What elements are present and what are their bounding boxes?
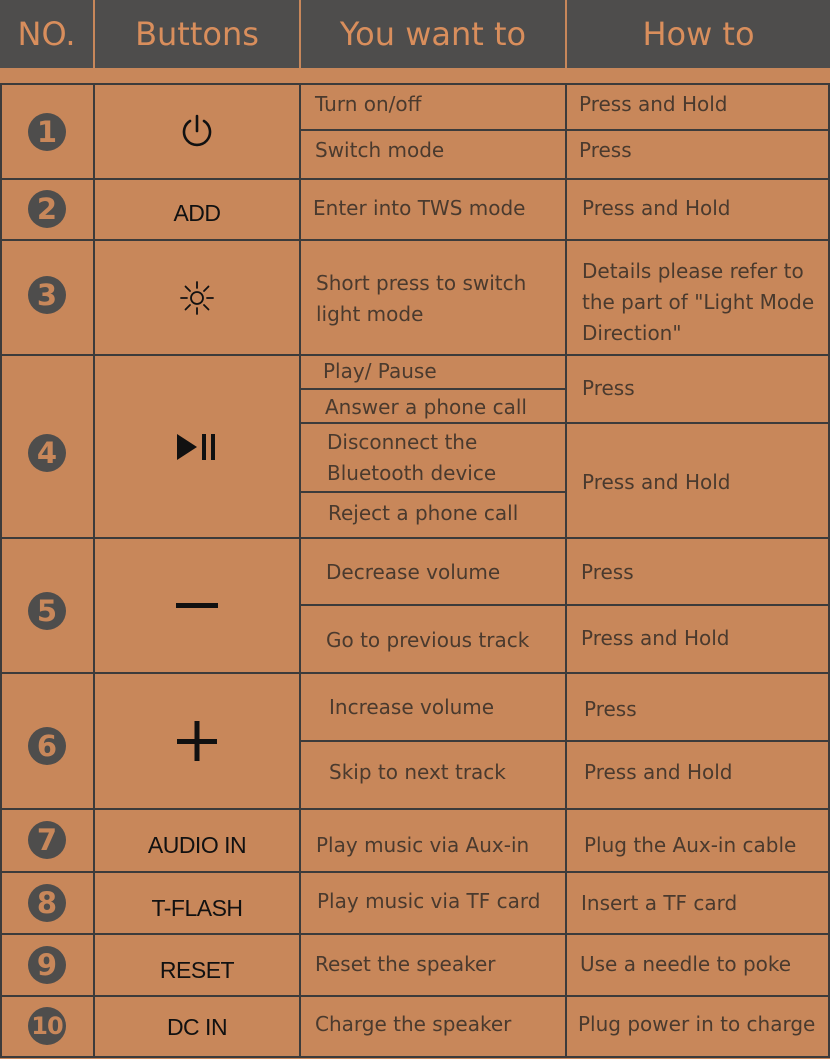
want-text: Play music via TF card (317, 889, 541, 913)
row-number-1: 1 (28, 113, 66, 151)
how-text: Press (582, 376, 635, 400)
column-divider (565, 83, 567, 1058)
plus-icon (95, 674, 299, 808)
row-divider (0, 178, 830, 180)
how-text: Plug power in to charge (578, 1012, 816, 1036)
header-want: You want to (339, 15, 527, 53)
row-number-3: 3 (28, 276, 66, 314)
row-divider (0, 808, 830, 810)
row-number-9: 9 (28, 946, 66, 984)
add-button-label: ADD (173, 200, 221, 226)
want-text: Play/ Pause (323, 359, 437, 383)
how-text: Press and Hold (584, 760, 733, 784)
want-text: Increase volume (329, 695, 495, 719)
t-flash-label: T-FLASH (151, 894, 243, 921)
row-number-7: 7 (28, 821, 66, 859)
want-text: Disconnect the Bluetooth device (327, 430, 497, 485)
header-buttons: Buttons (135, 15, 259, 53)
reset-label: RESET (159, 956, 235, 983)
row-number-8: 8 (28, 884, 66, 922)
want-text: Short press to switch light mode (316, 271, 527, 326)
want-text: Play music via Aux-in (316, 833, 530, 857)
how-text: Use a needle to poke (580, 952, 792, 976)
want-text: Go to previous track (326, 628, 530, 652)
how-text: Press and Hold (582, 196, 731, 220)
how-text: Details please refer to the part of "Light Mode Direction" (582, 259, 815, 345)
how-text: Press (579, 138, 632, 162)
header-no: NO. (17, 15, 76, 53)
want-text: Turn on/off (315, 92, 422, 116)
row-number-10: 10 (28, 1007, 66, 1045)
audio-in-label: AUDIO IN (147, 831, 247, 858)
how-text: Plug the Aux-in cable (584, 833, 797, 857)
row-number-2: 2 (28, 190, 66, 228)
want-text: Enter into TWS mode (313, 196, 526, 220)
column-divider (299, 83, 301, 1058)
power-icon (95, 85, 299, 178)
want-text: Reject a phone call (328, 501, 519, 525)
want-text: Answer a phone call (325, 395, 527, 419)
column-divider (0, 83, 2, 1058)
subrow-divider (299, 491, 567, 493)
header-how: How to (642, 15, 755, 53)
how-text: Press (581, 560, 634, 584)
how-text: Press and Hold (579, 92, 728, 116)
want-text: Reset the speaker (315, 952, 496, 976)
row-number-6: 6 (28, 727, 66, 765)
row-number-5: 5 (28, 592, 66, 630)
want-text: Skip to next track (329, 760, 506, 784)
subrow-divider (299, 388, 567, 390)
how-text: Press and Hold (582, 470, 731, 494)
how-text: Press (584, 697, 637, 721)
row-number-4: 4 (28, 434, 66, 472)
want-text: Switch mode (315, 138, 445, 162)
want-text: Charge the speaker (315, 1012, 512, 1036)
how-text: Insert a TF card (581, 891, 738, 915)
want-text: Decrease volume (326, 560, 501, 584)
dc-in-label: DC IN (166, 1013, 228, 1040)
how-text: Press and Hold (581, 626, 730, 650)
play-pause-icon (95, 356, 299, 537)
light-icon (95, 241, 299, 354)
minus-icon (95, 539, 299, 672)
